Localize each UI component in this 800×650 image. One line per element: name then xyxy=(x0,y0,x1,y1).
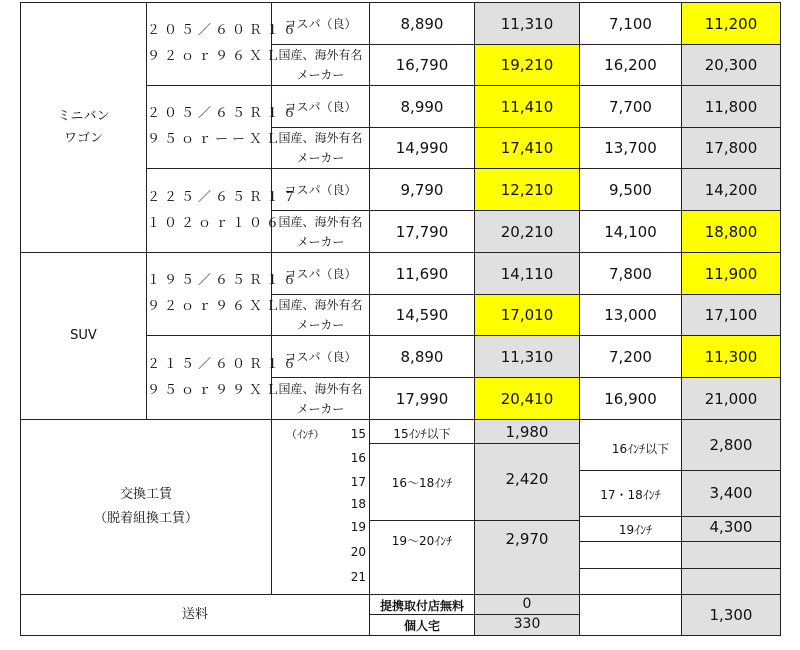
price-cell: 9,790 xyxy=(370,169,475,211)
price-cell-highlight: 11,300 xyxy=(682,336,781,378)
price-cell: 17,790 xyxy=(370,211,475,253)
tire-size xyxy=(147,3,301,86)
price-cell: 11,690 xyxy=(370,253,475,295)
inch-value: 17 xyxy=(350,475,366,489)
labor-right-prices xyxy=(682,420,781,595)
labor-tier-label: 17・18ｲﾝﾁ xyxy=(600,488,661,502)
grade-cell xyxy=(272,378,370,420)
grade-label: メーカー xyxy=(296,318,345,332)
grade-label: コスパ（良） xyxy=(284,266,357,281)
grade-label: メーカー xyxy=(296,68,345,82)
price-cell: 17,800 xyxy=(682,128,781,169)
shipping-right-price: 1,300 xyxy=(682,595,781,636)
load-index-line: １０２ｏｒ１０６ xyxy=(147,215,284,231)
price-cell: 14,100 xyxy=(580,211,682,253)
shipping-method-labels xyxy=(370,595,475,636)
price-cell: 16,200 xyxy=(580,45,682,86)
grade-cell xyxy=(272,3,370,45)
load-index-line: ９５ｏｒ９９ＸＬ xyxy=(147,382,284,398)
size-line: １９５／６５Ｒ１６ xyxy=(147,273,301,288)
labor-tier-label: 19〜20ｲﾝﾁ xyxy=(391,534,453,548)
price-cell-highlight: 19,210 xyxy=(475,45,580,86)
price-cell: 7,800 xyxy=(580,253,682,295)
price-cell: 13,000 xyxy=(580,295,682,336)
shipping-blank-cell xyxy=(580,595,682,636)
labor-tier-label: 16ｲﾝﾁ以下 xyxy=(611,442,670,456)
labor-subtitle: （脱着組換工賃） xyxy=(93,511,198,526)
grade-label: 国産、海外有名 xyxy=(278,381,363,396)
price-cell-highlight: 18,800 xyxy=(682,211,781,253)
shipping-partner-label: 提携取付店無料 xyxy=(379,599,464,613)
grade-cell xyxy=(272,86,370,128)
shipping-row xyxy=(21,595,781,636)
price-cell: 14,590 xyxy=(370,295,475,336)
labor-left-labels xyxy=(370,420,475,595)
size-line: ２２５／６５Ｒ１７ xyxy=(147,189,301,205)
labor-tier-price: 3,400 xyxy=(709,484,753,502)
price-cell-highlight: 12,210 xyxy=(475,169,580,211)
labor-tier-price: 2,800 xyxy=(709,436,753,454)
grade-label: 国産、海外有名 xyxy=(278,48,363,62)
grade-label: 国産、海外有名 xyxy=(278,298,363,312)
labor-title: 交換工賃 xyxy=(119,487,172,502)
shipping-title: 送料 xyxy=(181,607,208,622)
price-cell: 14,110 xyxy=(475,253,580,295)
grade-label: 国産、海外有名 xyxy=(278,214,363,229)
load-index-line: ９５ｏｒーーＸＬ xyxy=(147,132,284,147)
labor-row xyxy=(21,420,781,595)
labor-tier-label: 19ｲﾝﾁ xyxy=(618,523,653,537)
price-cell: 11,310 xyxy=(475,3,580,45)
price-cell: 11,800 xyxy=(682,86,781,128)
grade-label: メーカー xyxy=(296,151,345,165)
size-line: ２０５／６０Ｒ１６ xyxy=(147,23,301,38)
category-label: SUV xyxy=(70,328,97,343)
inch-value: 21 xyxy=(350,570,366,584)
grade-label: メーカー xyxy=(296,401,345,416)
labor-tier-label: 15ｲﾝﾁ以下 xyxy=(393,427,451,441)
labor-tier-label: 16〜18ｲﾝﾁ xyxy=(391,476,453,490)
price-cell: 13,700 xyxy=(580,128,682,169)
labor-right-labels xyxy=(580,420,682,595)
shipping-home-label: 個人宅 xyxy=(403,619,440,633)
load-index-line: ９２ｏｒ９６ＸＬ xyxy=(147,299,284,314)
labor-left-prices xyxy=(475,420,580,595)
price-cell: 8,990 xyxy=(370,86,475,128)
price-cell: 8,890 xyxy=(370,3,475,45)
size-line: ２１５／６０Ｒ１６ xyxy=(147,356,301,372)
grade-cell xyxy=(272,211,370,253)
grade-cell xyxy=(272,295,370,336)
grade-cell xyxy=(272,128,370,169)
inch-value: 20 xyxy=(350,545,366,559)
price-cell-highlight: 17,410 xyxy=(475,128,580,169)
labor-tier-price: 1,980 xyxy=(505,423,549,441)
price-cell: 8,890 xyxy=(370,336,475,378)
inch-value: 15 xyxy=(350,427,366,441)
shipping-home-price: 330 xyxy=(513,616,541,632)
price-cell: 14,200 xyxy=(682,169,781,211)
inch-value: 16 xyxy=(350,451,366,465)
size-line: ２０５／６５Ｒ１６ xyxy=(147,106,301,121)
labor-tier-price: 2,970 xyxy=(505,530,549,548)
grade-label: コスパ（良） xyxy=(284,99,357,114)
grade-label: コスパ（良） xyxy=(284,349,357,364)
category-minivan xyxy=(21,3,147,253)
price-cell: 7,700 xyxy=(580,86,682,128)
labor-label-cell xyxy=(21,420,272,595)
price-cell: 16,900 xyxy=(580,378,682,420)
price-cell-highlight: 17,010 xyxy=(475,295,580,336)
tire-size xyxy=(147,169,301,253)
shipping-partner-price: 0 xyxy=(522,596,532,612)
table-row xyxy=(21,3,781,45)
grade-label: コスパ（良） xyxy=(284,16,357,31)
shipping-label-cell xyxy=(21,595,370,636)
labor-tier-price: 4,300 xyxy=(709,518,753,536)
price-table xyxy=(20,2,781,636)
price-cell-highlight: 20,410 xyxy=(475,378,580,420)
price-cell-highlight: 11,200 xyxy=(682,3,781,45)
inch-unit-label: （ｲﾝﾁ） xyxy=(286,428,325,441)
price-cell: 7,200 xyxy=(580,336,682,378)
grade-label: メーカー xyxy=(296,234,345,249)
price-cell: 9,500 xyxy=(580,169,682,211)
grade-cell xyxy=(272,45,370,86)
category-label: ワゴン xyxy=(63,130,103,146)
price-cell: 17,100 xyxy=(682,295,781,336)
price-cell: 20,210 xyxy=(475,211,580,253)
inch-scale-cell xyxy=(272,420,370,595)
tire-size xyxy=(147,86,301,169)
price-cell: 16,790 xyxy=(370,45,475,86)
grade-cell xyxy=(272,253,370,295)
price-cell: 17,990 xyxy=(370,378,475,420)
tire-size xyxy=(147,253,301,336)
load-index-line: ９２ｏｒ９６ＸＬ xyxy=(147,49,284,64)
inch-value: 18 xyxy=(350,497,366,511)
category-suv xyxy=(21,253,147,420)
price-cell: 14,990 xyxy=(370,128,475,169)
category-label: ミニバン xyxy=(57,108,110,124)
price-cell: 20,300 xyxy=(682,45,781,86)
price-cell: 7,100 xyxy=(580,3,682,45)
shipping-method-prices xyxy=(475,595,580,636)
price-cell: 11,310 xyxy=(475,336,580,378)
price-cell-highlight: 11,900 xyxy=(682,253,781,295)
inch-value: 19 xyxy=(350,520,366,534)
grade-label: コスパ（良） xyxy=(284,182,357,197)
tire-size xyxy=(147,336,301,420)
price-cell: 21,000 xyxy=(682,378,781,420)
price-cell-highlight: 11,410 xyxy=(475,86,580,128)
grade-label: 国産、海外有名 xyxy=(278,131,363,145)
labor-tier-price: 2,420 xyxy=(505,470,549,488)
table-row xyxy=(21,253,781,295)
